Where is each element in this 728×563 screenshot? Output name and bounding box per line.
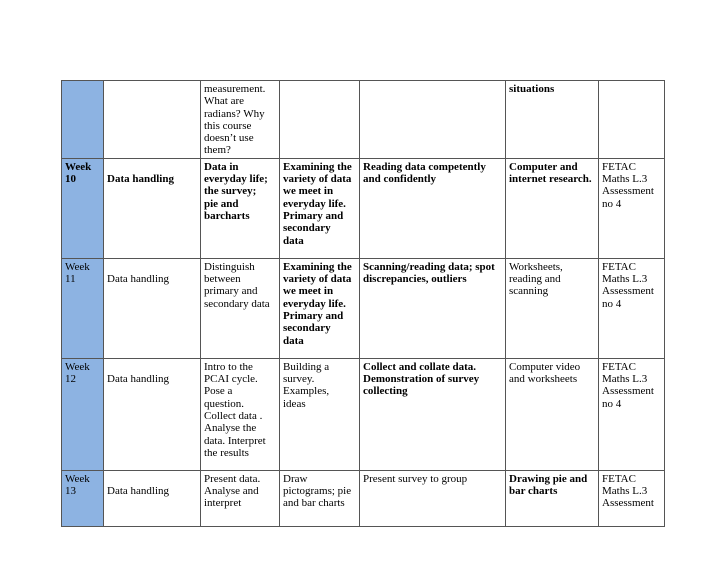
activity-cell: [280, 358, 360, 470]
table-row: [62, 81, 665, 159]
cell-line: secondary: [283, 322, 331, 335]
cell-line: What are: [204, 95, 244, 108]
assessment-cell: [599, 358, 665, 470]
cell-line: Building a: [283, 360, 330, 373]
week-label: Week: [65, 472, 90, 485]
week-number: 11: [65, 273, 76, 286]
cell-line: question.: [204, 397, 245, 410]
cell-line: and worksheets: [509, 373, 578, 386]
cell-line: everyday life.: [283, 297, 346, 310]
learning-cell: [360, 358, 506, 470]
content-cell: [201, 470, 280, 526]
week-cell: [62, 158, 104, 258]
cell-line: FETAC: [602, 160, 636, 173]
cell-line: Analyse and: [204, 485, 259, 498]
cell-line: Assessment: [602, 285, 654, 298]
cell-line: between: [204, 273, 241, 286]
topic-cell: [104, 358, 201, 470]
cell-line: no 4: [602, 397, 622, 410]
cell-line: internet research.: [509, 173, 592, 186]
cell-line: Maths L.3: [602, 273, 648, 286]
content-cell: [201, 358, 280, 470]
cell-line: data: [283, 234, 304, 247]
cell-line: Computer and: [509, 160, 578, 173]
learning-cell: [360, 158, 506, 258]
cell-line: Present data.: [204, 472, 261, 485]
week-label: Week: [65, 160, 92, 173]
week-cell: [62, 81, 104, 159]
learning-cell: [360, 470, 506, 526]
cell-line: pie and: [204, 197, 239, 210]
cell-line: survey.: [283, 373, 315, 386]
week-cell: [62, 470, 104, 526]
cell-line: situations: [509, 83, 555, 95]
table-row: [62, 470, 665, 526]
cell-line: Reading data competently: [363, 160, 486, 173]
cell-line: Assessment: [602, 497, 654, 510]
assessment-cell: [599, 258, 665, 358]
cell-line: PCAI cycle.: [204, 373, 258, 386]
cell-line: Pose a: [204, 385, 233, 398]
cell-line: and bar charts: [283, 497, 345, 510]
cell-line: Computer video: [509, 360, 581, 373]
table-row: [62, 258, 665, 358]
cell-line: Primary and: [283, 209, 344, 222]
assessment-cell: [599, 81, 665, 159]
cell-line: Examining the: [283, 160, 352, 173]
cell-line: Primary and: [283, 309, 344, 322]
cell-line: secondary data: [204, 297, 270, 310]
cell-line: Data handling: [107, 372, 170, 385]
activity-cell: [280, 81, 360, 159]
cell-line: Maths L.3: [602, 485, 648, 498]
cell-line: Maths L.3: [602, 173, 648, 186]
resources-cell: [506, 258, 599, 358]
assessment-cell: [599, 158, 665, 258]
cell-line: no 4: [602, 297, 622, 310]
cell-line: Draw: [283, 472, 308, 485]
cell-line: Demonstration of survey: [363, 373, 480, 386]
cell-line: secondary: [283, 222, 331, 235]
cell-line: Data handling: [107, 272, 170, 285]
content-cell: [201, 81, 280, 159]
cell-line: pictograms; pie: [283, 485, 352, 498]
cell-line: everyday life.: [283, 197, 346, 210]
cell-line: data: [283, 334, 304, 347]
cell-line: and confidently: [363, 173, 437, 186]
cell-line: Collect and collate data.: [363, 360, 477, 373]
cell-line: Data handling: [107, 484, 170, 497]
cell-line: Examining the: [283, 260, 352, 273]
resources-cell: [506, 81, 599, 159]
lesson-plan-table: [61, 80, 665, 527]
week-label: Week: [65, 260, 90, 273]
topic-cell: [104, 258, 201, 358]
cell-line: reading and: [509, 273, 561, 286]
cell-line: Distinguish: [204, 260, 255, 273]
week-number: 13: [65, 485, 76, 498]
learning-cell: [360, 81, 506, 159]
cell-line: doesn’t use: [204, 132, 254, 145]
cell-line: primary and: [204, 285, 258, 298]
cell-line: Examples,: [283, 385, 330, 398]
cell-line: Intro to the: [204, 360, 253, 373]
topic-cell: [104, 81, 201, 159]
topic-cell: [104, 470, 201, 526]
cell-line: Collect data .: [204, 409, 263, 422]
week-cell: [62, 258, 104, 358]
week-cell: [62, 358, 104, 470]
cell-line: Assessment: [602, 185, 654, 198]
assessment-cell: [599, 470, 665, 526]
content-cell: [201, 258, 280, 358]
cell-line: FETAC: [602, 260, 636, 273]
cell-line: the survey;: [204, 185, 257, 198]
cell-line: Data in: [204, 160, 239, 173]
cell-line: the results: [204, 446, 249, 459]
cell-line: measurement.: [204, 83, 266, 95]
cell-line: scanning: [509, 285, 549, 298]
cell-line: no 4: [602, 197, 622, 210]
cell-line: Data handling: [107, 172, 174, 185]
cell-line: Worksheets,: [509, 260, 563, 273]
resources-cell: [506, 470, 599, 526]
cell-line: variety of data: [283, 273, 352, 286]
cell-line: radians? Why: [204, 107, 265, 120]
week-label: Week: [65, 360, 90, 373]
cell-line: Analyse the: [204, 422, 257, 435]
table-row: [62, 358, 665, 470]
topic-cell: [104, 158, 201, 258]
activity-cell: [280, 158, 360, 258]
cell-line: variety of data: [283, 173, 352, 186]
week-number: 12: [65, 373, 76, 386]
cell-line: Scanning/reading data; spot: [363, 260, 495, 273]
resources-cell: [506, 158, 599, 258]
cell-line: interpret: [204, 497, 242, 510]
cell-line: Drawing pie and: [509, 472, 588, 485]
cell-line: barcharts: [204, 209, 250, 222]
cell-line: Assessment: [602, 385, 654, 398]
cell-line: Present survey to group: [363, 472, 468, 485]
cell-line: this course: [204, 119, 252, 132]
cell-line: Maths L.3: [602, 373, 648, 386]
cell-line: them?: [204, 144, 231, 157]
activity-cell: [280, 258, 360, 358]
content-cell: [201, 158, 280, 258]
cell-line: ideas: [283, 397, 306, 410]
cell-line: collecting: [363, 385, 408, 398]
cell-line: bar charts: [509, 485, 558, 498]
resources-cell: [506, 358, 599, 470]
learning-cell: [360, 258, 506, 358]
cell-line: FETAC: [602, 472, 636, 485]
activity-cell: [280, 470, 360, 526]
table-row: [62, 158, 665, 258]
cell-line: we meet in: [283, 285, 334, 298]
cell-line: FETAC: [602, 360, 636, 373]
cell-line: discrepancies, outliers: [363, 273, 467, 286]
cell-line: we meet in: [283, 185, 334, 198]
week-number: 10: [65, 173, 76, 186]
cell-line: everyday life;: [204, 173, 268, 186]
cell-line: data. Interpret: [204, 434, 266, 447]
